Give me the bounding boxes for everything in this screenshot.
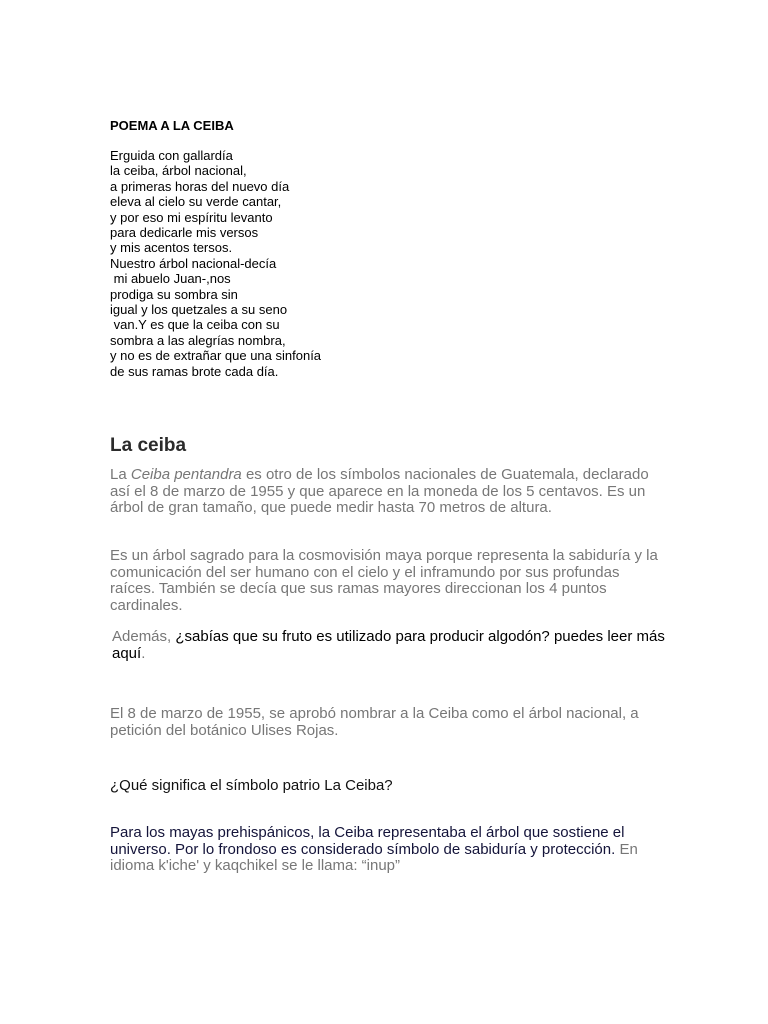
- cotton-article-link[interactable]: ¿sabías que su fruto es utilizado para producir algodón? puedes leer más aquí: [112, 628, 665, 662]
- section-heading: La ceiba: [110, 435, 187, 456]
- poem-line: para dedicarle mis versos: [110, 225, 259, 241]
- poem-line: y no es de extrañar que una sinfonía: [110, 348, 322, 364]
- poem-line: Nuestro árbol nacional-decía: [110, 255, 277, 271]
- paragraph-meaning-main: Para los mayas prehispánicos, la Ceiba representaba el árbol que sostiene el universo. Por lo frondoso es considerado símbolo de sabiduría y protección.: [110, 824, 625, 858]
- paragraph-cotton-tail: .: [141, 644, 146, 662]
- poem-line: a primeras horas del nuevo día: [110, 178, 290, 194]
- poem-title: POEMA A LA CEIBA: [110, 118, 234, 133]
- poem-line: la ceiba, árbol nacional,: [110, 163, 247, 179]
- paragraph-intro-rest: es otro de los símbolos nacionales de Guatemala, declarado así el 8 de marzo de 1955 y que aparece en la moneda de los 5 centavos. Es un árbol de gran tamaño, que puede medir hasta 70 metros de altura.: [110, 466, 649, 517]
- paragraph-sacred-tree: Es un árbol sagrado para la cosmovisión maya porque representa la sabiduría y la comunicación del ser humano con el cielo y el inframundo por sus profundas raíces. También se decía que sus ramas mayores direccionan los 4 puntos cardinales.: [110, 547, 658, 614]
- poem-line: prodiga su sombra sin: [110, 286, 238, 302]
- paragraph-meaning: [110, 825, 665, 875]
- poem-line: de sus ramas brote cada día.: [110, 363, 279, 379]
- poem-line: igual y los quetzales a su seno: [110, 302, 288, 318]
- poem-line: van.Y es que la ceiba con su: [110, 317, 280, 333]
- question-heading: ¿Qué significa el símbolo patrio La Ceiba?: [110, 777, 393, 794]
- poem-line: Erguida con gallardía: [110, 148, 233, 163]
- paragraph-intro: [110, 467, 665, 517]
- poem-line: y mis acentos tersos.: [110, 240, 233, 256]
- species-name: Ceiba pentandra: [130, 466, 242, 483]
- poem-line: mi abuelo Juan-,nos: [110, 271, 231, 287]
- poem-line: sombra a las alegrías nombra,: [110, 332, 286, 348]
- paragraph-meaning-tail: En idioma k'iche' y kaqchikel se le llama: “inup”: [110, 840, 638, 875]
- poem-body: [110, 148, 321, 379]
- paragraph-cotton: [112, 629, 667, 662]
- poem-line: y por eso mi espíritu levanto: [110, 209, 273, 225]
- poem-line: eleva al cielo su verde cantar,: [110, 194, 282, 210]
- paragraph-intro-lead: La: [110, 466, 131, 483]
- paragraph-cotton-lead: Además,: [112, 628, 176, 645]
- paragraph-national-tree-date: El 8 de marzo de 1955, se aprobó nombrar a la Ceiba como el árbol nacional, a petición del botánico Ulises Rojas.: [110, 705, 639, 739]
